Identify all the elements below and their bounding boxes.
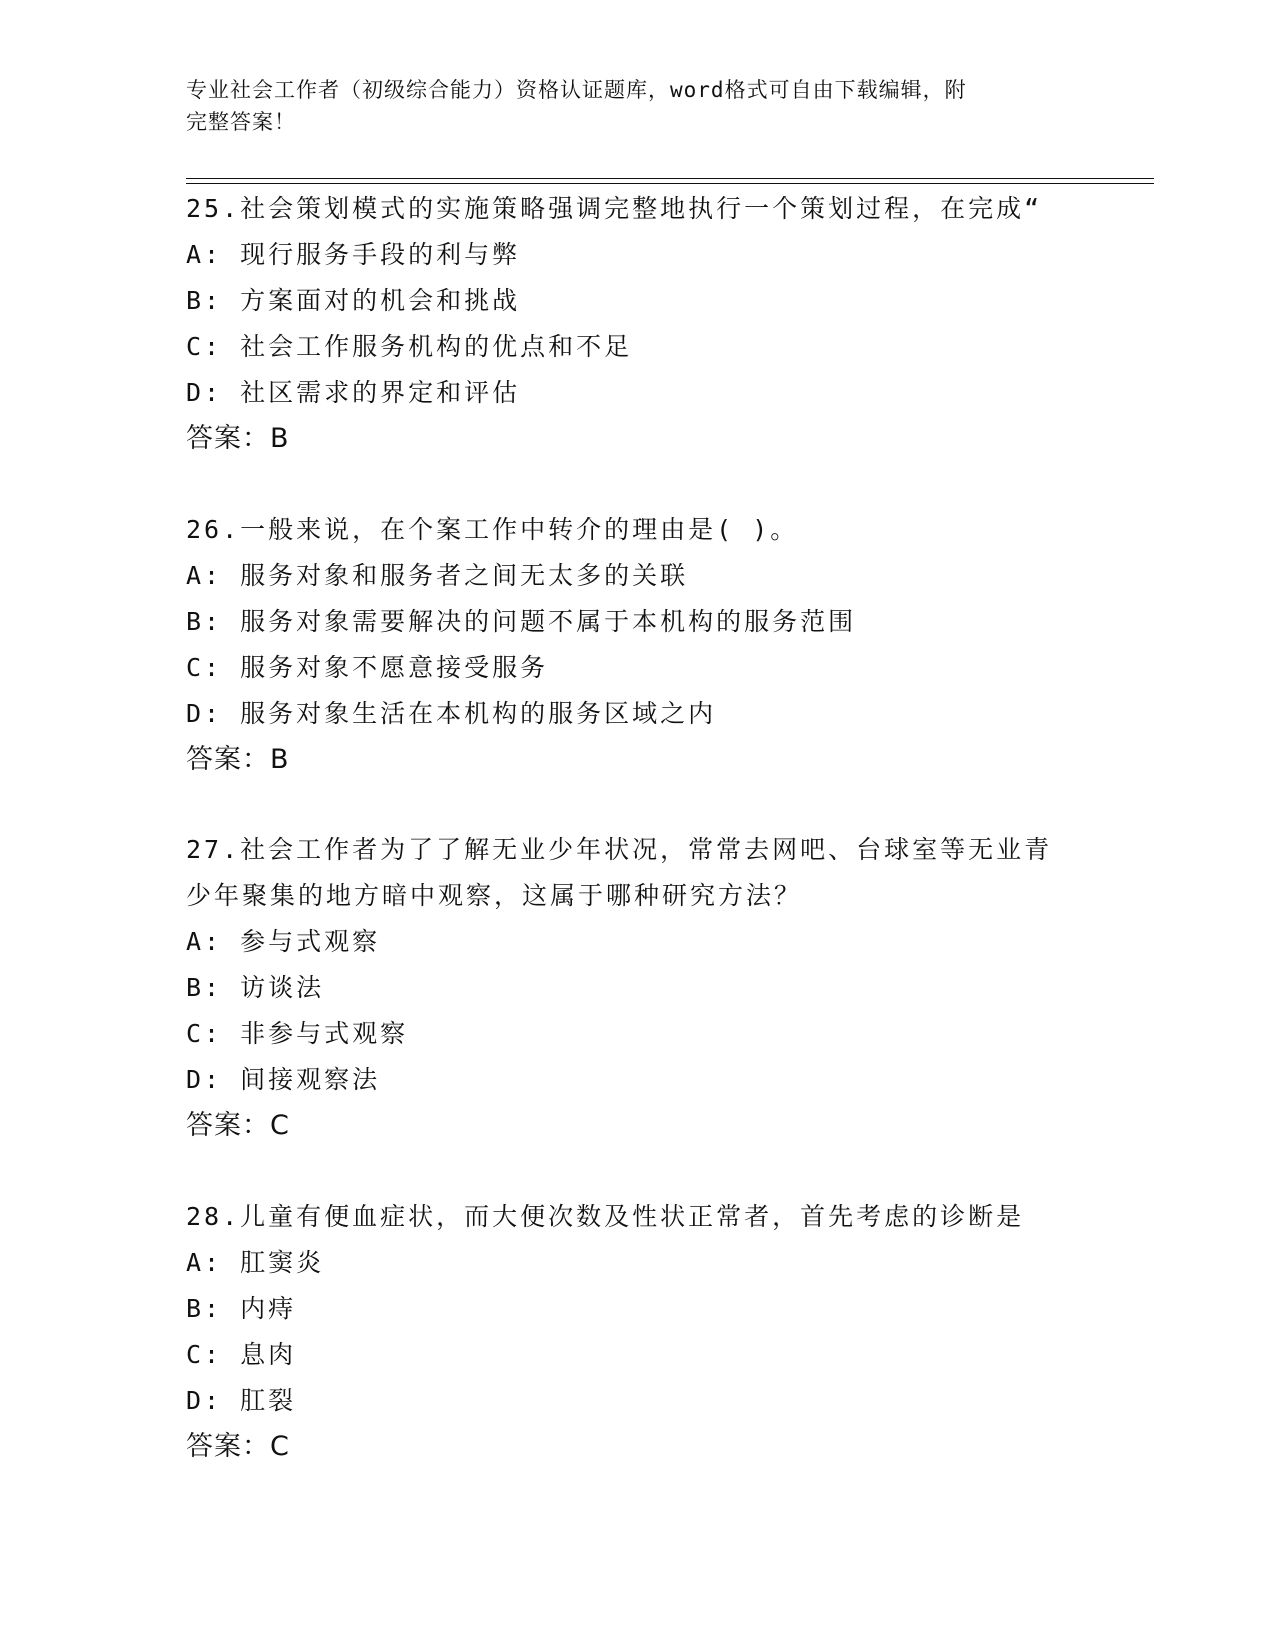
option-c: C: 非参与式观察 — [186, 1019, 409, 1048]
header-line-1: 专业社会工作者（初级综合能力）资格认证题库，word格式可自由下载编辑，附 — [186, 78, 967, 102]
header-line-2: 完整答案！ — [186, 110, 296, 134]
option-c: C: 社会工作服务机构的优点和不足 — [186, 332, 633, 361]
option-b: B: 内痔 — [186, 1294, 297, 1323]
option-a: A: 肛窦炎 — [186, 1248, 325, 1277]
option-c: C: 服务对象不愿意接受服务 — [186, 653, 549, 682]
option-a: A: 参与式观察 — [186, 927, 381, 956]
question-25 — [186, 186, 1086, 462]
option-d: D: 社区需求的界定和评估 — [186, 378, 521, 407]
question-26 — [186, 507, 1086, 783]
document-header — [186, 74, 1066, 138]
question-28 — [186, 1194, 1086, 1470]
option-a: A: 服务对象和服务者之间无太多的关联 — [186, 561, 689, 590]
option-d: D: 肛裂 — [186, 1386, 297, 1415]
option-d: D: 间接观察法 — [186, 1065, 381, 1094]
option-b: B: 方案面对的机会和挑战 — [186, 286, 521, 315]
option-a: A: 现行服务手段的利与弊 — [186, 240, 521, 269]
option-b: B: 服务对象需要解决的问题不属于本机构的服务范围 — [186, 607, 857, 636]
question-text: 26.一般来说，在个案工作中转介的理由是( )。 — [186, 515, 799, 544]
header-divider-bottom — [186, 183, 1154, 184]
question-text: 25.社会策划模式的实施策略强调完整地执行一个策划过程，在完成“ — [186, 194, 1043, 223]
option-b: B: 访谈法 — [186, 973, 325, 1002]
header-divider-top — [186, 178, 1154, 179]
question-text: 27.社会工作者为了了解无业少年状况，常常去网吧、台球室等无业青少年聚集的地方暗中观察，这属于哪种研究方法？ — [186, 835, 1053, 910]
option-d: D: 服务对象生活在本机构的服务区域之内 — [186, 699, 717, 728]
answer: 答案：C — [186, 1431, 290, 1462]
question-27 — [186, 827, 1086, 1149]
answer: 答案：C — [186, 1110, 290, 1141]
question-text: 28.儿童有便血症状，而大便次数及性状正常者，首先考虑的诊断是 — [186, 1202, 1025, 1231]
option-c: C: 息肉 — [186, 1340, 297, 1369]
answer: 答案：B — [186, 744, 290, 775]
answer: 答案：B — [186, 423, 290, 454]
